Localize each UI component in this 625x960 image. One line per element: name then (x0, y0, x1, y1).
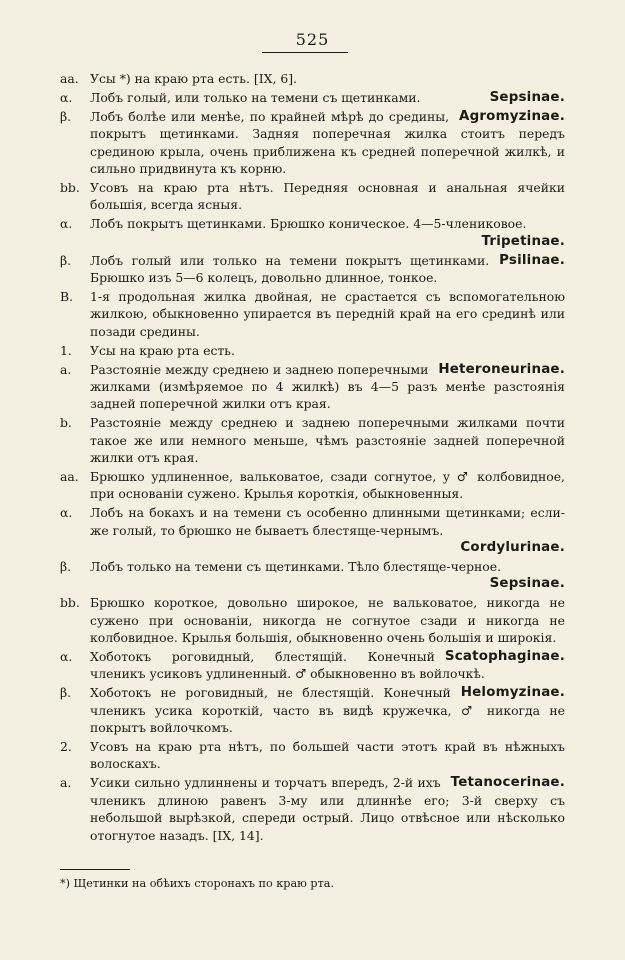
entry-mark: β. (60, 108, 72, 124)
entry-mark: 2. (60, 739, 72, 755)
entry-mark: β. (60, 252, 72, 268)
taxon-name: Psilinae. (499, 252, 565, 268)
taxon-name: Sepsinae. (489, 576, 565, 592)
taxon-name: Tetanocerinae. (450, 775, 565, 791)
key-entry (60, 684, 565, 736)
entry-text: Усовъ на краю рта нѣтъ, по большей части этотъ край въ нѣжныхъ волоскахъ. (90, 739, 565, 772)
taxon-name: Agromyzinae. (459, 108, 565, 124)
footnote-rule (60, 869, 130, 870)
entry-mark: aa. (60, 71, 79, 86)
entry-text: Лобъ болѣе или менѣе, по крайней мѣрѣ до средины, покрытъ щетинками. Задняя поперечная жилка стоитъ передъ срединою крыла, очень приближена къ средней поперечной жилкѣ, и сильно придвинута къ корню. (90, 108, 565, 177)
taxon-name: Helomyzinae. (460, 685, 565, 701)
entry-mark: α. (60, 649, 73, 664)
entry-text: Лобъ на бокахъ и на темени съ особенно длинными щетинками; если-же голый, то брюшко не бываетъ блестяще-чернымъ. (90, 505, 565, 538)
entry-text: Хоботокъ роговидный, блестящій. Конечный членикъ усиковъ удлиненный. ♂ обыкновенно въ войлочкѣ. (90, 649, 485, 682)
entry-text: Разстояніе между среднею и заднею поперечными жилками (измѣряемое по 4 жилкѣ) въ 4—5 разъ менѣе разстоянія задней поперечной жилки отъ края. (90, 361, 565, 412)
taxon-name: Cordylurinae. (460, 540, 565, 556)
entry-mark: bb. (60, 179, 80, 195)
entry-mark: β. (60, 685, 72, 701)
header-rule (262, 52, 348, 53)
key-entry (60, 774, 565, 844)
key-entries (60, 70, 565, 845)
entry-mark: a. (60, 775, 72, 791)
key-entry (60, 179, 565, 214)
key-entry (60, 738, 565, 773)
key-entry (60, 342, 565, 359)
taxon-name: Heteroneurinae. (438, 361, 565, 377)
key-entry (60, 594, 565, 646)
entry-mark: bb. (60, 595, 80, 611)
entry-text: Брюшко короткое, довольно широкое, не вальковатое, никогда не сужено при основаніи, никогда не согнутое сзади и никогда не колбовидное. Крылья большія, обыкновенно очень большія и широкія. (90, 595, 565, 646)
key-entry (60, 215, 565, 250)
entry-mark: 1. (60, 342, 72, 358)
entry-text: Брюшко удлиненное, вальковатое, сзади согнутое, у ♂ колбовидное, при основаніи сужено. Крылья короткія, обыкновенныя. (90, 468, 565, 502)
entry-text: Хоботокъ не роговидный, не блестящій. Конечный членикъ усика короткій, часто въ видѣ кружечка, ♂ никогда не покрытъ войлочкомъ. (90, 685, 565, 736)
key-entry (60, 288, 565, 340)
entry-text: Лобъ покрытъ щетинками. Брюшко коническое. 4—5-члениковое. (90, 216, 527, 232)
entry-text: Усовъ на краю рта нѣтъ. Передняя основная и анальная ячейки большія, всегда ясныя. (90, 179, 565, 213)
key-entry (60, 108, 565, 178)
entry-text: Усы на краю рта есть. (90, 342, 235, 358)
entry-text: Лобъ голый или только на темени покрытъ щетинками. Брюшко изъ 5—6 колецъ, довольно длинное, тонкое. (90, 252, 490, 285)
entry-text: Лобъ голый, или только на темени съ щетинками. (90, 89, 421, 105)
entry-mark: α. (60, 216, 73, 232)
key-entry (60, 648, 565, 683)
entry-text: Лобъ только на темени съ щетинками. Тѣло блестяще-черное. (90, 558, 502, 574)
entry-mark: B. (60, 288, 74, 304)
entry-mark: α. (60, 505, 73, 521)
entry-text: 1-я продольная жилка двойная, не срастается съ вспомогательною жилкою, обыкновенно упирается въ передній край на его срединѣ или позади средины. (90, 288, 565, 339)
taxon-name: Scatophaginae. (444, 649, 565, 664)
key-entry (60, 252, 565, 287)
page-number: 525 (295, 30, 330, 49)
key-entry (60, 414, 565, 466)
key-entry (60, 504, 565, 556)
entry-text: Усы *) на краю рта есть. [IX, 6]. (90, 71, 297, 86)
entry-mark: β. (60, 558, 72, 574)
entry-text: Разстояніе между среднею и заднею поперечными жилками почти такое же или немного меньше, чѣмъ разстояніе задней поперечной жилки отъ края. (90, 415, 565, 466)
taxon-name: Sepsinae. (489, 89, 565, 105)
key-entry (60, 558, 565, 593)
footnote: *) Щетинки на обѣихъ сторонахъ по краю рта. (60, 877, 334, 890)
key-entry (60, 89, 565, 106)
entry-mark: α. (60, 89, 73, 105)
key-entry (60, 468, 565, 503)
entry-mark: b. (60, 415, 72, 431)
key-entry (60, 361, 565, 413)
entry-text: Усики сильно удлиннены и торчатъ впередъ, 2-й ихъ членикъ длиною равенъ 3-му или длиннѣе его; 3-й сверху съ небольшой вырѣзкой, спереди острый. Лицо отвѣсное или нѣсколько отогнутое назадъ. [IX, 14]. (90, 775, 565, 843)
entry-mark: a. (60, 361, 72, 377)
entry-mark: aa. (60, 468, 79, 484)
taxon-name: Tripetinae. (481, 233, 565, 249)
key-entry (60, 70, 565, 87)
